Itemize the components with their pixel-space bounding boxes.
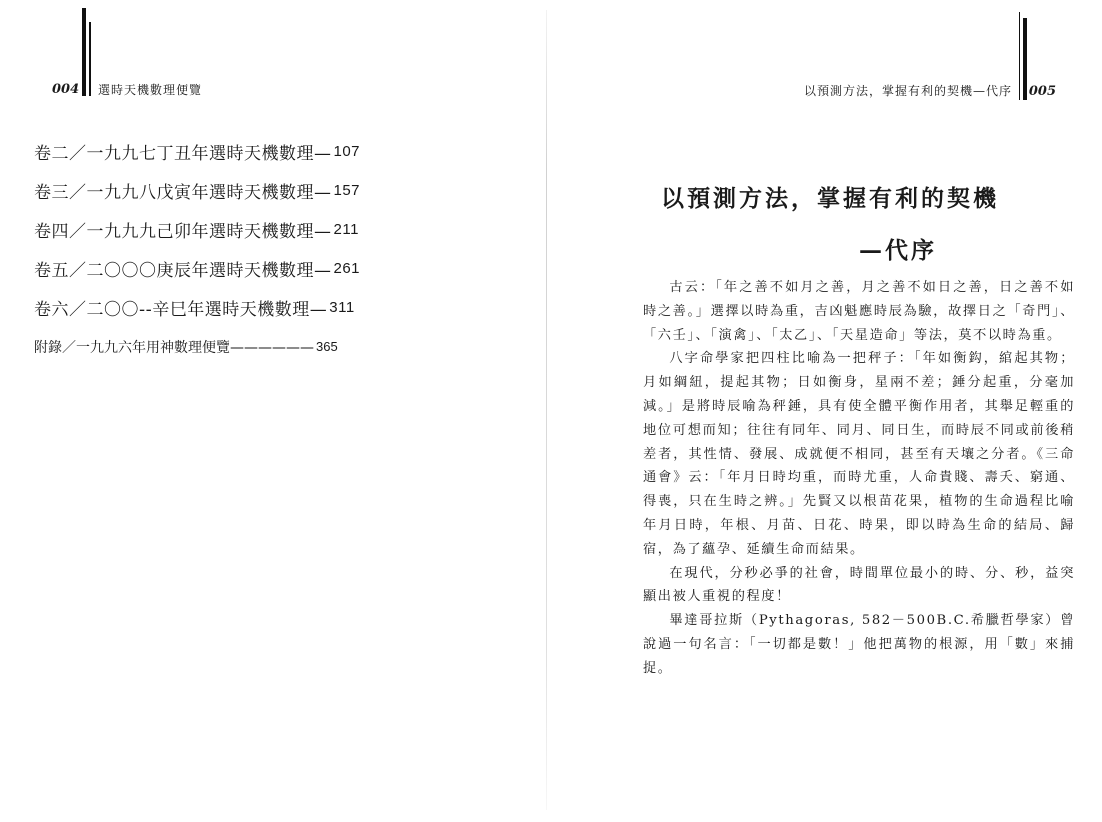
toc-entry-label: 卷三／一九九八戊寅年選時天機數理— [34, 183, 332, 203]
right-page-number: 005 [1028, 84, 1056, 99]
table-of-contents [34, 132, 444, 366]
header-rule-thick [82, 8, 86, 96]
header-rule-thin [89, 22, 91, 96]
paragraph: 八字命學家把四柱比喻為一把秤子：「年如衡鈎，綰起其物；月如綱紐，提起其物；日如衡身，星兩不差；錘分起重，分毫加減。」是將時辰喻為秤錘，具有使全體平衡作用者，其舉足輕重的地位可想而知；往往有同年、同月、同日生，而時辰不同或前後稍差者，其性情、發展、成就便不相同，甚至有天壤之分者。《三命通會》云：「年月日時均重，而時尤重，人命貴賤、壽夭、窮通、得喪，只在生時之辨。」先賢又以根苗花果，植物的生命過程比喻年月日時，年根、月苗、日花、時果，即以時為生命的結局、歸宿，為了蘊孕、延續生命而結果。 [643, 351, 1075, 557]
paragraph: 古云：「年之善不如月之善，月之善不如日之善，日之善不如時之善。」選擇以時為重，吉凶魁應時辰為驗，故擇日之「奇門」、「六壬」、「演禽」、「太乙」、「天星造命」等法，莫不以時為重。 [643, 280, 1075, 343]
toc-entry-page: 311 [329, 299, 355, 316]
right-page [551, 0, 1102, 822]
toc-entry-label: 卷四／一九九九己卯年選時天機數理— [34, 222, 332, 242]
toc-entry [34, 327, 444, 366]
paragraph: 在現代，分秒必爭的社會，時間單位最小的時、分、秒，益突顯出被人重視的程度！ [643, 565, 1075, 605]
toc-entry [34, 210, 444, 249]
toc-entry [34, 132, 444, 171]
toc-entry-label: 卷五／二〇〇〇庚辰年選時天機數理— [34, 261, 332, 281]
left-running-title: 選時天機數理便覽 [98, 83, 203, 97]
toc-entry-page: 261 [333, 260, 361, 277]
toc-entry-label: 附錄／一九九六年用神數理便覽—————— [34, 339, 314, 356]
right-page-header [732, 12, 1062, 102]
chapter-title: 以預測方法，掌握有利的契機 [661, 185, 999, 212]
toc-entry-label: 卷二／一九九七丁丑年選時天機數理— [34, 144, 332, 164]
toc-entry [34, 171, 444, 210]
left-page-number: 004 [52, 82, 80, 97]
right-running-title: 以預測方法，掌握有利的契機—代序 [803, 84, 1012, 98]
header-rule-thick [1023, 18, 1027, 100]
preface-body [643, 276, 1075, 681]
toc-entry [34, 249, 444, 288]
toc-entry-page: 211 [333, 221, 359, 238]
toc-entry-page: 107 [333, 143, 361, 160]
toc-entry-page: 157 [333, 182, 361, 199]
toc-entry-label: 卷六／二〇〇--辛巳年選時天機數理— [34, 300, 328, 320]
toc-entry [34, 288, 444, 327]
header-rule-thin [1019, 12, 1021, 100]
toc-entry-page: 365 [316, 339, 338, 354]
left-page-header [52, 8, 352, 98]
chapter-subtitle: —代序 [859, 237, 937, 264]
paragraph: 畢達哥拉斯（Pythagoras, 582－500B.C.希臘哲學家）曾說過一句名言：「一切都是數！」他把萬物的根源，用「數」來捕捉。 [643, 613, 1075, 676]
